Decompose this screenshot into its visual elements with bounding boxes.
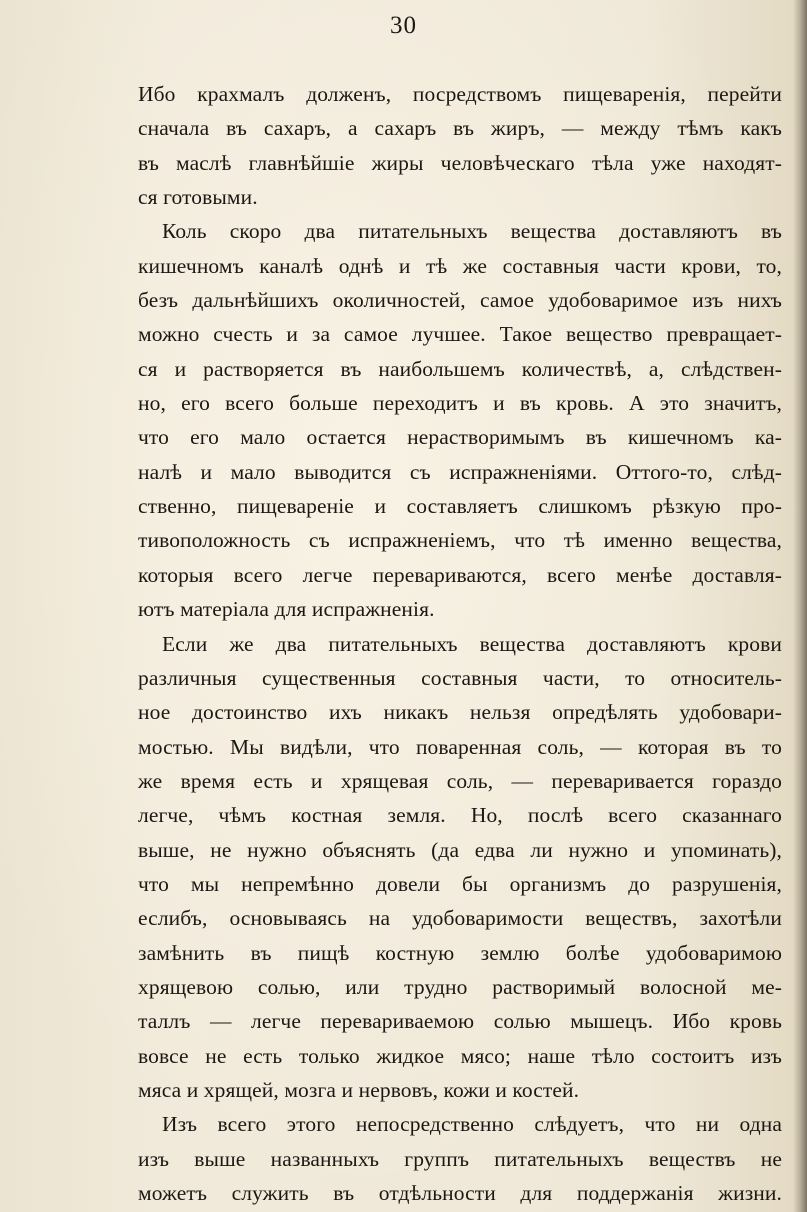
text-line: ственно, пищевареніе и составляетъ слишкомъ рѣзкую про-	[138, 494, 782, 519]
text-line: можно счесть и за самое лучшее. Такое вещество превращает-	[138, 322, 782, 347]
page-number: 30	[390, 12, 417, 39]
text-line: таллъ — легче перевариваемою солью мышецъ. Ибо кровь	[138, 1009, 782, 1034]
text-line: различныя существенныя составныя части, то относитель-	[138, 665, 782, 690]
text-line: что его мало остается нерастворимымъ въ кишечномъ ка-	[138, 425, 782, 450]
text-line: сначала въ сахаръ, а сахаръ въ жиръ, — между тѣмъ какъ	[138, 116, 782, 141]
text-line: мяса и хрящей, мозга и нервовъ, кожи и костей.	[138, 1077, 580, 1102]
text-line: замѣнить въ пищѣ костную землю болѣе удобоваримою	[138, 940, 782, 965]
text-line: что мы непремѣнно довели бы организмъ до разрушенія,	[138, 871, 782, 896]
text-line: ютъ матеріала для испражненія.	[138, 597, 435, 622]
text-line: налѣ и мало выводится съ испражненіями. Оттого-то, слѣд-	[138, 459, 782, 484]
text-line: вовсе не есть только жидкое мясо; наше тѣло состоитъ изъ	[138, 1043, 782, 1068]
text-line: безъ дальнѣйшихъ околичностей, самое удобоваримое изъ нихъ	[138, 288, 782, 313]
body-text	[138, 77, 782, 1210]
text-line: же время есть и хрящевая соль, — переваривается гораздо	[138, 768, 782, 793]
text-line: еслибъ, основываясь на удобоваримости веществъ, захотѣли	[138, 906, 782, 931]
text-line: тивоположность съ испражненіемъ, что тѣ именно вещества,	[138, 528, 782, 553]
text-line: которыя всего легче перевариваются, всего менѣе доставля-	[138, 562, 782, 587]
text-line: ся и растворяется въ наибольшемъ количествѣ, а, слѣдствен-	[138, 356, 782, 381]
text-line: хрящевою солью, или трудно растворимый волосной ме-	[138, 974, 782, 999]
text-line: Ибо крахмалъ долженъ, посредствомъ пищеваренія, перейти	[138, 82, 782, 106]
text-line: Коль скоро два питательныхъ вещества доставляютъ въ	[162, 219, 782, 244]
text-line: выше, не нужно объяснять (да едва ли нужно и упоминать),	[138, 837, 782, 862]
text-line: Если же два питательныхъ вещества доставляютъ крови	[162, 631, 782, 656]
text-line: кишечномъ каналѣ однѣ и тѣ же составныя части крови, то,	[138, 253, 782, 278]
text-line: мостью. Мы видѣли, что поваренная соль, — которая въ то	[138, 734, 782, 759]
text-line: Изъ всего этого непосредственно слѣдуетъ, что ни одна	[162, 1112, 782, 1137]
text-line: легче, чѣмъ костная земля. Но, послѣ всего сказаннаго	[138, 803, 782, 828]
text-line: но, его всего больше переходитъ и въ кровь. А это значитъ,	[138, 391, 782, 416]
text-line: изъ выше названныхъ группъ питательныхъ веществъ не	[138, 1146, 782, 1171]
text-line: ся готовыми.	[138, 185, 258, 210]
text-line: можетъ служить въ отдѣльности для поддержанія жизни.	[138, 1181, 782, 1205]
page-edge-shadow	[793, 0, 807, 1212]
text-line: въ маслѣ главнѣйшіе жиры человѣческаго тѣла уже находят-	[138, 150, 782, 175]
text-line: ное достоинство ихъ никакъ нельзя опредѣлять удобовари-	[138, 700, 782, 725]
